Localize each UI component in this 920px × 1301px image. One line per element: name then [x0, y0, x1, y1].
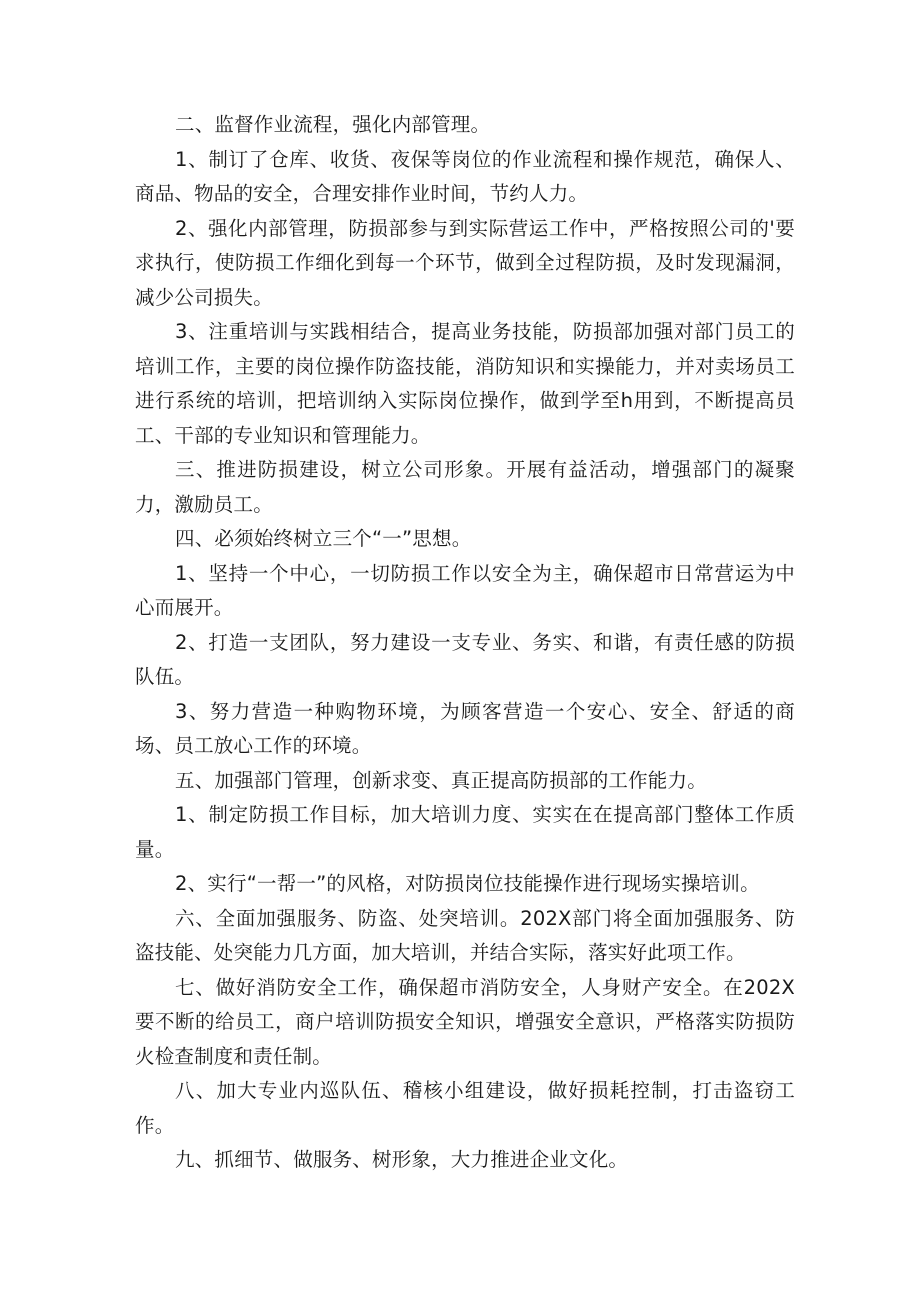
- section-heading-5: 五、加强部门管理，创新求变、真正提高防损部的工作能力。: [175, 768, 707, 792]
- section-heading-3: 三、推进防损建设，树立公司形象。开展有益活动，增强部门的凝聚力，激励员工。: [135, 458, 795, 516]
- section-heading-8: 八、加大专业内巡队伍、稽核小组建设，做好损耗控制，打击盗窃工作。: [135, 1079, 795, 1137]
- section-heading-4: 四、必须始终树立三个“一”思想。: [175, 527, 472, 550]
- section-heading-2: 二、监督作业流程，强化内部管理。: [175, 113, 491, 136]
- section-heading-6: 六、全面加强服务、防盗、处突培训。202X部门将全面加强服务、防盗技能、处突能力几方面，加大培训，并结合实际，落实好此项工作。: [135, 906, 795, 964]
- paragraph-2-1: 1、制订了仓库、收货、夜保等岗位的作业流程和操作规范，确保人、商品、物品的安全，合理安排作业时间，节约人力。: [135, 147, 795, 205]
- paragraph-4-1: 1、坚持一个中心，一切防损工作以安全为主，确保超市日常营运为中心而展开。: [135, 561, 795, 619]
- paragraph-4-2: 2、打造一支团队，努力建设一支专业、务实、和谐，有责任感的防损队伍。: [135, 630, 795, 688]
- paragraph-5-1: 1、制定防损工作目标，加大培训力度、实实在在提高部门整体工作质量。: [135, 803, 795, 861]
- section-heading-9: 九、抓细节、做服务、树形象，大力推进企业文化。: [175, 1148, 629, 1171]
- paragraph-4-3: 3、努力营造一种购物环境，为顾客营造一个安心、安全、舒适的商场、员工放心工作的环境。: [135, 699, 795, 757]
- paragraph-5-2: 2、实行“一帮一”的风格，对防损岗位技能操作进行现场实操培训。: [175, 872, 760, 895]
- section-heading-7: 七、做好消防安全工作，确保超市消防安全，人身财产安全。在202X要不断的给员工，商户培训防损安全知识，增强安全意识，严格落实防损防火检查制度和责任制。: [135, 975, 795, 1068]
- paragraph-2-3: 3、注重培训与实践相结合，提高业务技能，防损部加强对部门员工的培训工作，主要的岗位操作防盗技能，消防知识和实操能力，并对卖场员工进行系统的培训，把培训纳入实际岗位操作，做到学至h用到，不断提高员工、干部的专业知识和管理能力。: [135, 320, 795, 447]
- document-body: [135, 108, 795, 1178]
- paragraph-2-2: 2、强化内部管理，防损部参与到实际营运工作中，严格按照公司的'要求执行，使防损工作细化到每一个环节，做到全过程防损，及时发现漏洞，减少公司损失。: [135, 216, 795, 309]
